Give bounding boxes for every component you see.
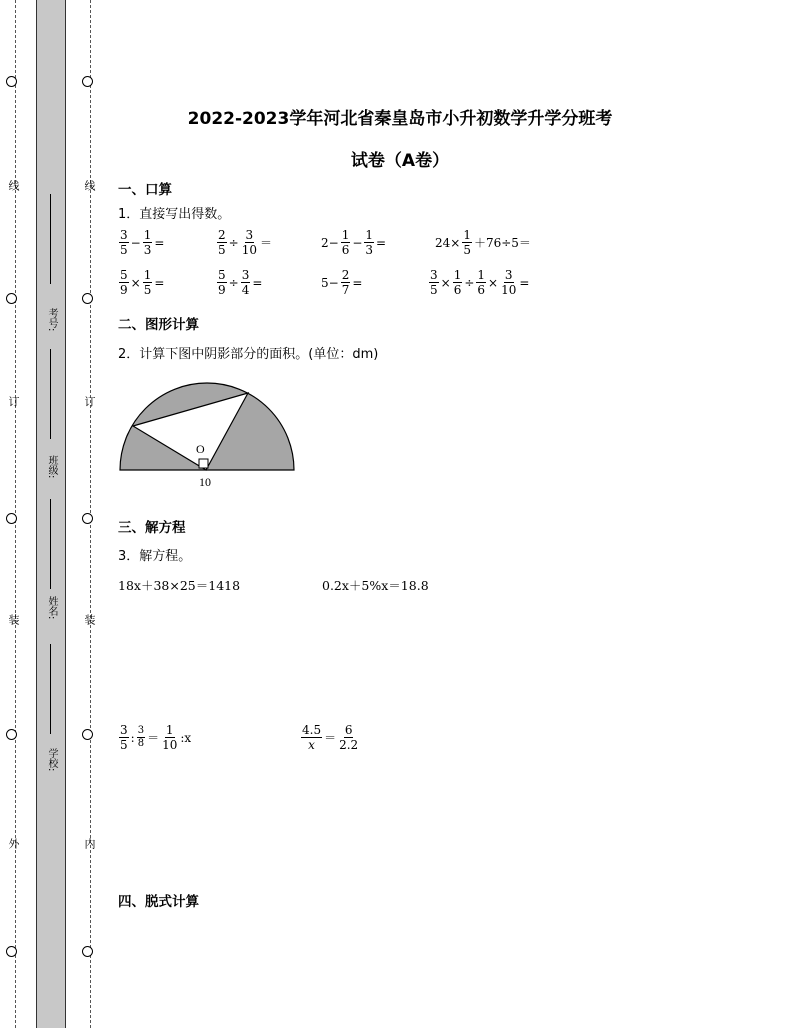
section-heading: 二、图形计算 — [118, 317, 199, 333]
field-label: 学校: — [46, 748, 57, 772]
field-label: 班级: — [46, 455, 57, 479]
binding-strip — [36, 0, 66, 1028]
binding-char-outer: 订 — [7, 396, 20, 407]
question-3: 3．解方程。 — [118, 549, 192, 564]
field-line — [44, 495, 51, 589]
binding-hole — [82, 76, 93, 87]
section-heading: 四、脱式计算 — [118, 894, 199, 910]
binding-hole — [6, 946, 17, 957]
field-name[interactable] — [44, 596, 59, 619]
field-label: 姓名: — [46, 596, 57, 620]
diameter-label: 10 — [199, 475, 211, 489]
binding-char-inner: 装 — [83, 614, 96, 625]
page-title: 2022-2023学年河北省秦皇岛市小升初数学升学分班考 — [187, 109, 613, 129]
binding-hole — [82, 946, 93, 957]
section-heading: 三、解方程 — [118, 520, 186, 536]
binding-hole — [6, 513, 17, 524]
center-label: O — [196, 442, 205, 456]
equation-1: 18x＋38×25＝1418 — [118, 578, 241, 593]
mental-math-item: $\frac{3}{5}$ − $\frac{1}{3}$ = — [120, 228, 165, 257]
question-1: 1．直接写出得数。 — [118, 207, 231, 222]
binding-char-outer: 外 — [7, 838, 20, 849]
mental-math-item: 5− $\frac{2}{7}$ = — [321, 268, 363, 297]
binding-hole — [82, 729, 93, 740]
section-heading: 一、口算 — [118, 182, 172, 198]
equation-3: $\frac{3}{5}$ : $\frac{3}{8}$ ＝ $\frac{1}{10}$ :x — [120, 723, 192, 752]
equation-2: 0.2x＋5%x＝18.8 — [322, 578, 429, 593]
page-subtitle: 试卷（A卷） — [350, 151, 450, 171]
field-class[interactable] — [44, 455, 59, 478]
binding-char-inner: 线 — [83, 180, 96, 191]
binding-char-inner: 订 — [83, 396, 96, 407]
mental-math-item: $\frac{2}{5}$ ÷ $\frac{3}{10}$ ＝ — [218, 228, 272, 257]
equation-4: $\frac{4.5}{x}$ ＝ $\frac{6}{2.2}$ — [302, 723, 359, 752]
binding-hole — [6, 293, 17, 304]
mental-math-item: $\frac{3}{5}$ × $\frac{1}{6}$ ÷ $\frac{1}{6}$ × $\frac{3}{10}$ = — [430, 268, 530, 297]
binding-hole — [6, 729, 17, 740]
binding-hole — [82, 513, 93, 524]
field-line — [44, 190, 51, 284]
field-school[interactable] — [44, 748, 59, 771]
mental-math-item: 24× $\frac{1}{5}$ ＋76÷5＝ — [435, 228, 531, 257]
binding-char-inner: 内 — [83, 838, 96, 849]
field-label: 考号: — [46, 308, 57, 332]
semicircle-figure — [114, 378, 300, 490]
right-angle-mark — [199, 459, 208, 468]
mental-math-item: 2− $\frac{1}{6}$ − $\frac{1}{3}$ = — [321, 228, 387, 257]
question-2: 2．计算下图中阴影部分的面积。(单位：dm) — [118, 347, 379, 362]
binding-char-outer: 装 — [7, 614, 20, 625]
binding-hole — [82, 293, 93, 304]
field-line — [44, 640, 51, 734]
binding-hole — [6, 76, 17, 87]
mental-math-item: $\frac{5}{9}$ × $\frac{1}{5}$ = — [120, 268, 165, 297]
field-line — [44, 345, 51, 439]
field-exam-number[interactable] — [44, 308, 59, 331]
mental-math-item: $\frac{5}{9}$ ÷ $\frac{3}{4}$ = — [218, 268, 263, 297]
binding-char-outer: 线 — [7, 180, 20, 191]
